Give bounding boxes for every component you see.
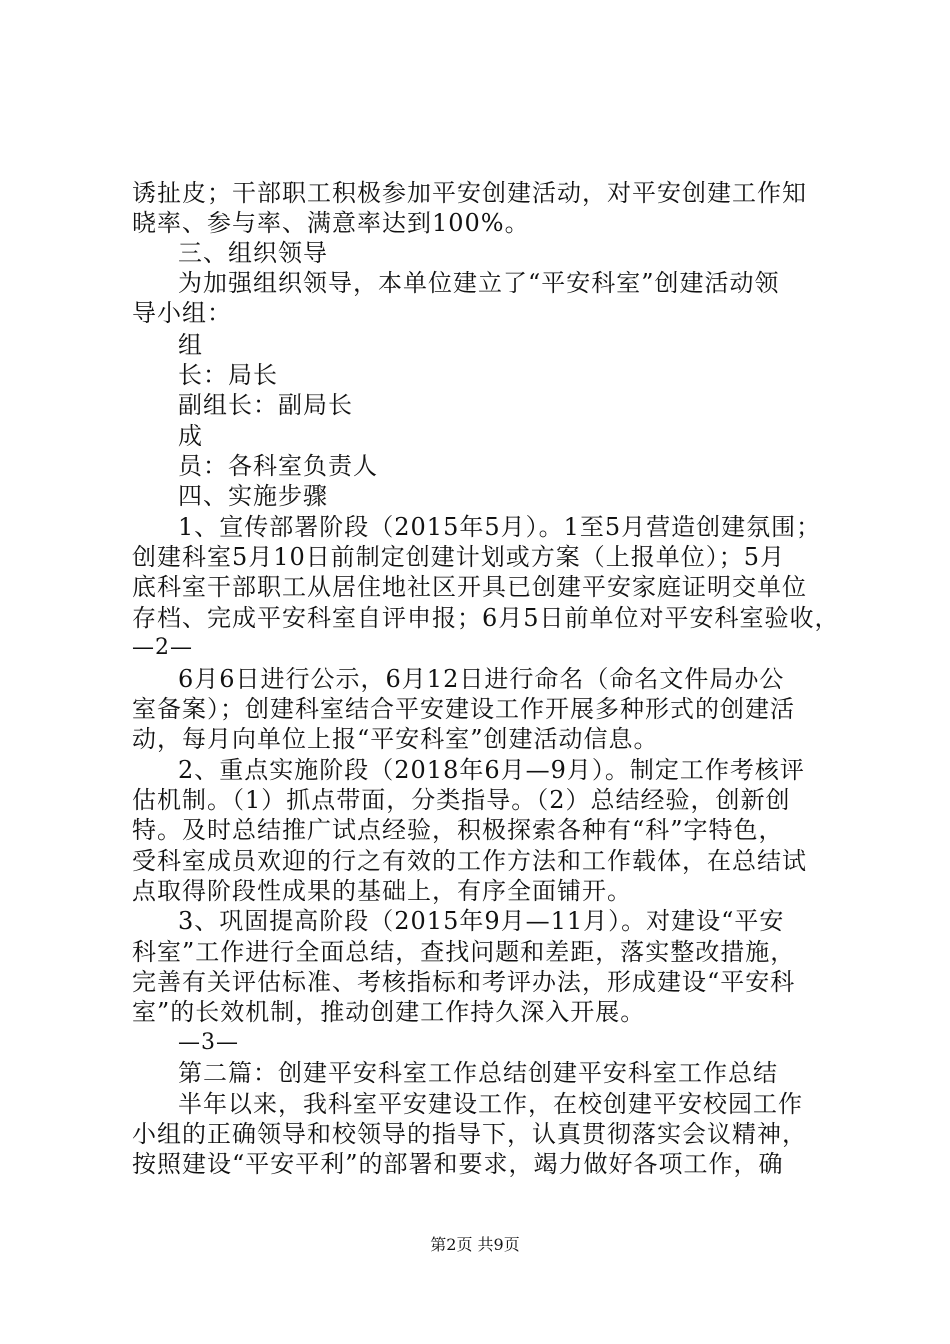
body-line: 点取得阶段性成果的基础上，有序全面铺开。 — [132, 877, 632, 905]
body-line: 2、重点实施阶段（2018年6月—9月）。制定工作考核评 — [178, 756, 805, 784]
body-line: 6月6日进行公示，6月12日进行命名（命名文件局办公 — [178, 665, 785, 693]
body-line: 小组的正确领导和校领导的指导下，认真贯彻落实会议精神， — [132, 1120, 807, 1148]
body-line: 副组长：副局长 — [178, 391, 353, 419]
page-marker: —3— — [178, 1030, 239, 1055]
body-line: 存档、完成平安科室自评申报；6月5日前单位对平安科室验收， — [132, 604, 840, 632]
body-line: 底科室干部职工从居住地社区开具已创建平安家庭证明交单位 — [132, 573, 807, 601]
body-line: 组 — [178, 331, 203, 359]
body-line: 长：局长 — [178, 361, 278, 389]
body-line: 为加强组织领导，本单位建立了“平安科室”创建活动领 — [178, 269, 780, 297]
body-line: 特。及时总结推广试点经验，积极探索各种有“科”字特色， — [132, 816, 784, 844]
chapter-title: 第二篇：创建平安科室工作总结创建平安科室工作总结 — [178, 1059, 778, 1087]
page-footer: 第2页 共9页 — [430, 1235, 520, 1254]
body-line: 3、巩固提高阶段（2015年9月—11月）。对建设“平安 — [178, 907, 785, 935]
section-heading: 四、实施步骤 — [178, 482, 328, 510]
section-heading: 三、组织领导 — [178, 239, 328, 267]
body-line: 员：各科室负责人 — [178, 452, 378, 480]
body-line: 室”的长效机制，推动创建工作持久深入开展。 — [132, 998, 646, 1026]
body-line: 受科室成员欢迎的行之有效的工作方法和工作载体，在总结试 — [132, 847, 807, 875]
body-line: 动，每月向单位上报“平安科室”创建活动信息。 — [132, 725, 659, 753]
body-line: 晓率、参与率、满意率达到100%。 — [132, 209, 530, 237]
page-marker: —2— — [132, 635, 193, 660]
body-line: 诱扯皮；干部职工积极参加平安创建活动，对平安创建工作知 — [132, 179, 807, 207]
body-line: 导小组： — [132, 299, 232, 327]
body-line: 估机制。（1）抓点带面，分类指导。（2）总结经验，创新创 — [132, 786, 791, 814]
body-line: 创建科室5月10日前制定创建计划或方案（上报单位）；5月 — [132, 543, 786, 571]
body-line: 科室”工作进行全面总结，查找问题和差距，落实整改措施， — [132, 938, 796, 966]
body-line: 室备案）；创建科室结合平安建设工作开展多种形式的创建活 — [132, 695, 795, 723]
body-line: 按照建设“平安平利”的部署和要求，竭力做好各项工作，确 — [132, 1150, 784, 1178]
body-line: 成 — [178, 422, 203, 450]
body-line: 完善有关评估标准、考核指标和考评办法，形成建设“平安科 — [132, 968, 796, 996]
body-line: 半年以来，我科室平安建设工作，在校创建平安校园工作 — [178, 1090, 803, 1118]
body-line: 1、宣传部署阶段（2015年5月）。1至5月营造创建氛围； — [178, 513, 822, 541]
